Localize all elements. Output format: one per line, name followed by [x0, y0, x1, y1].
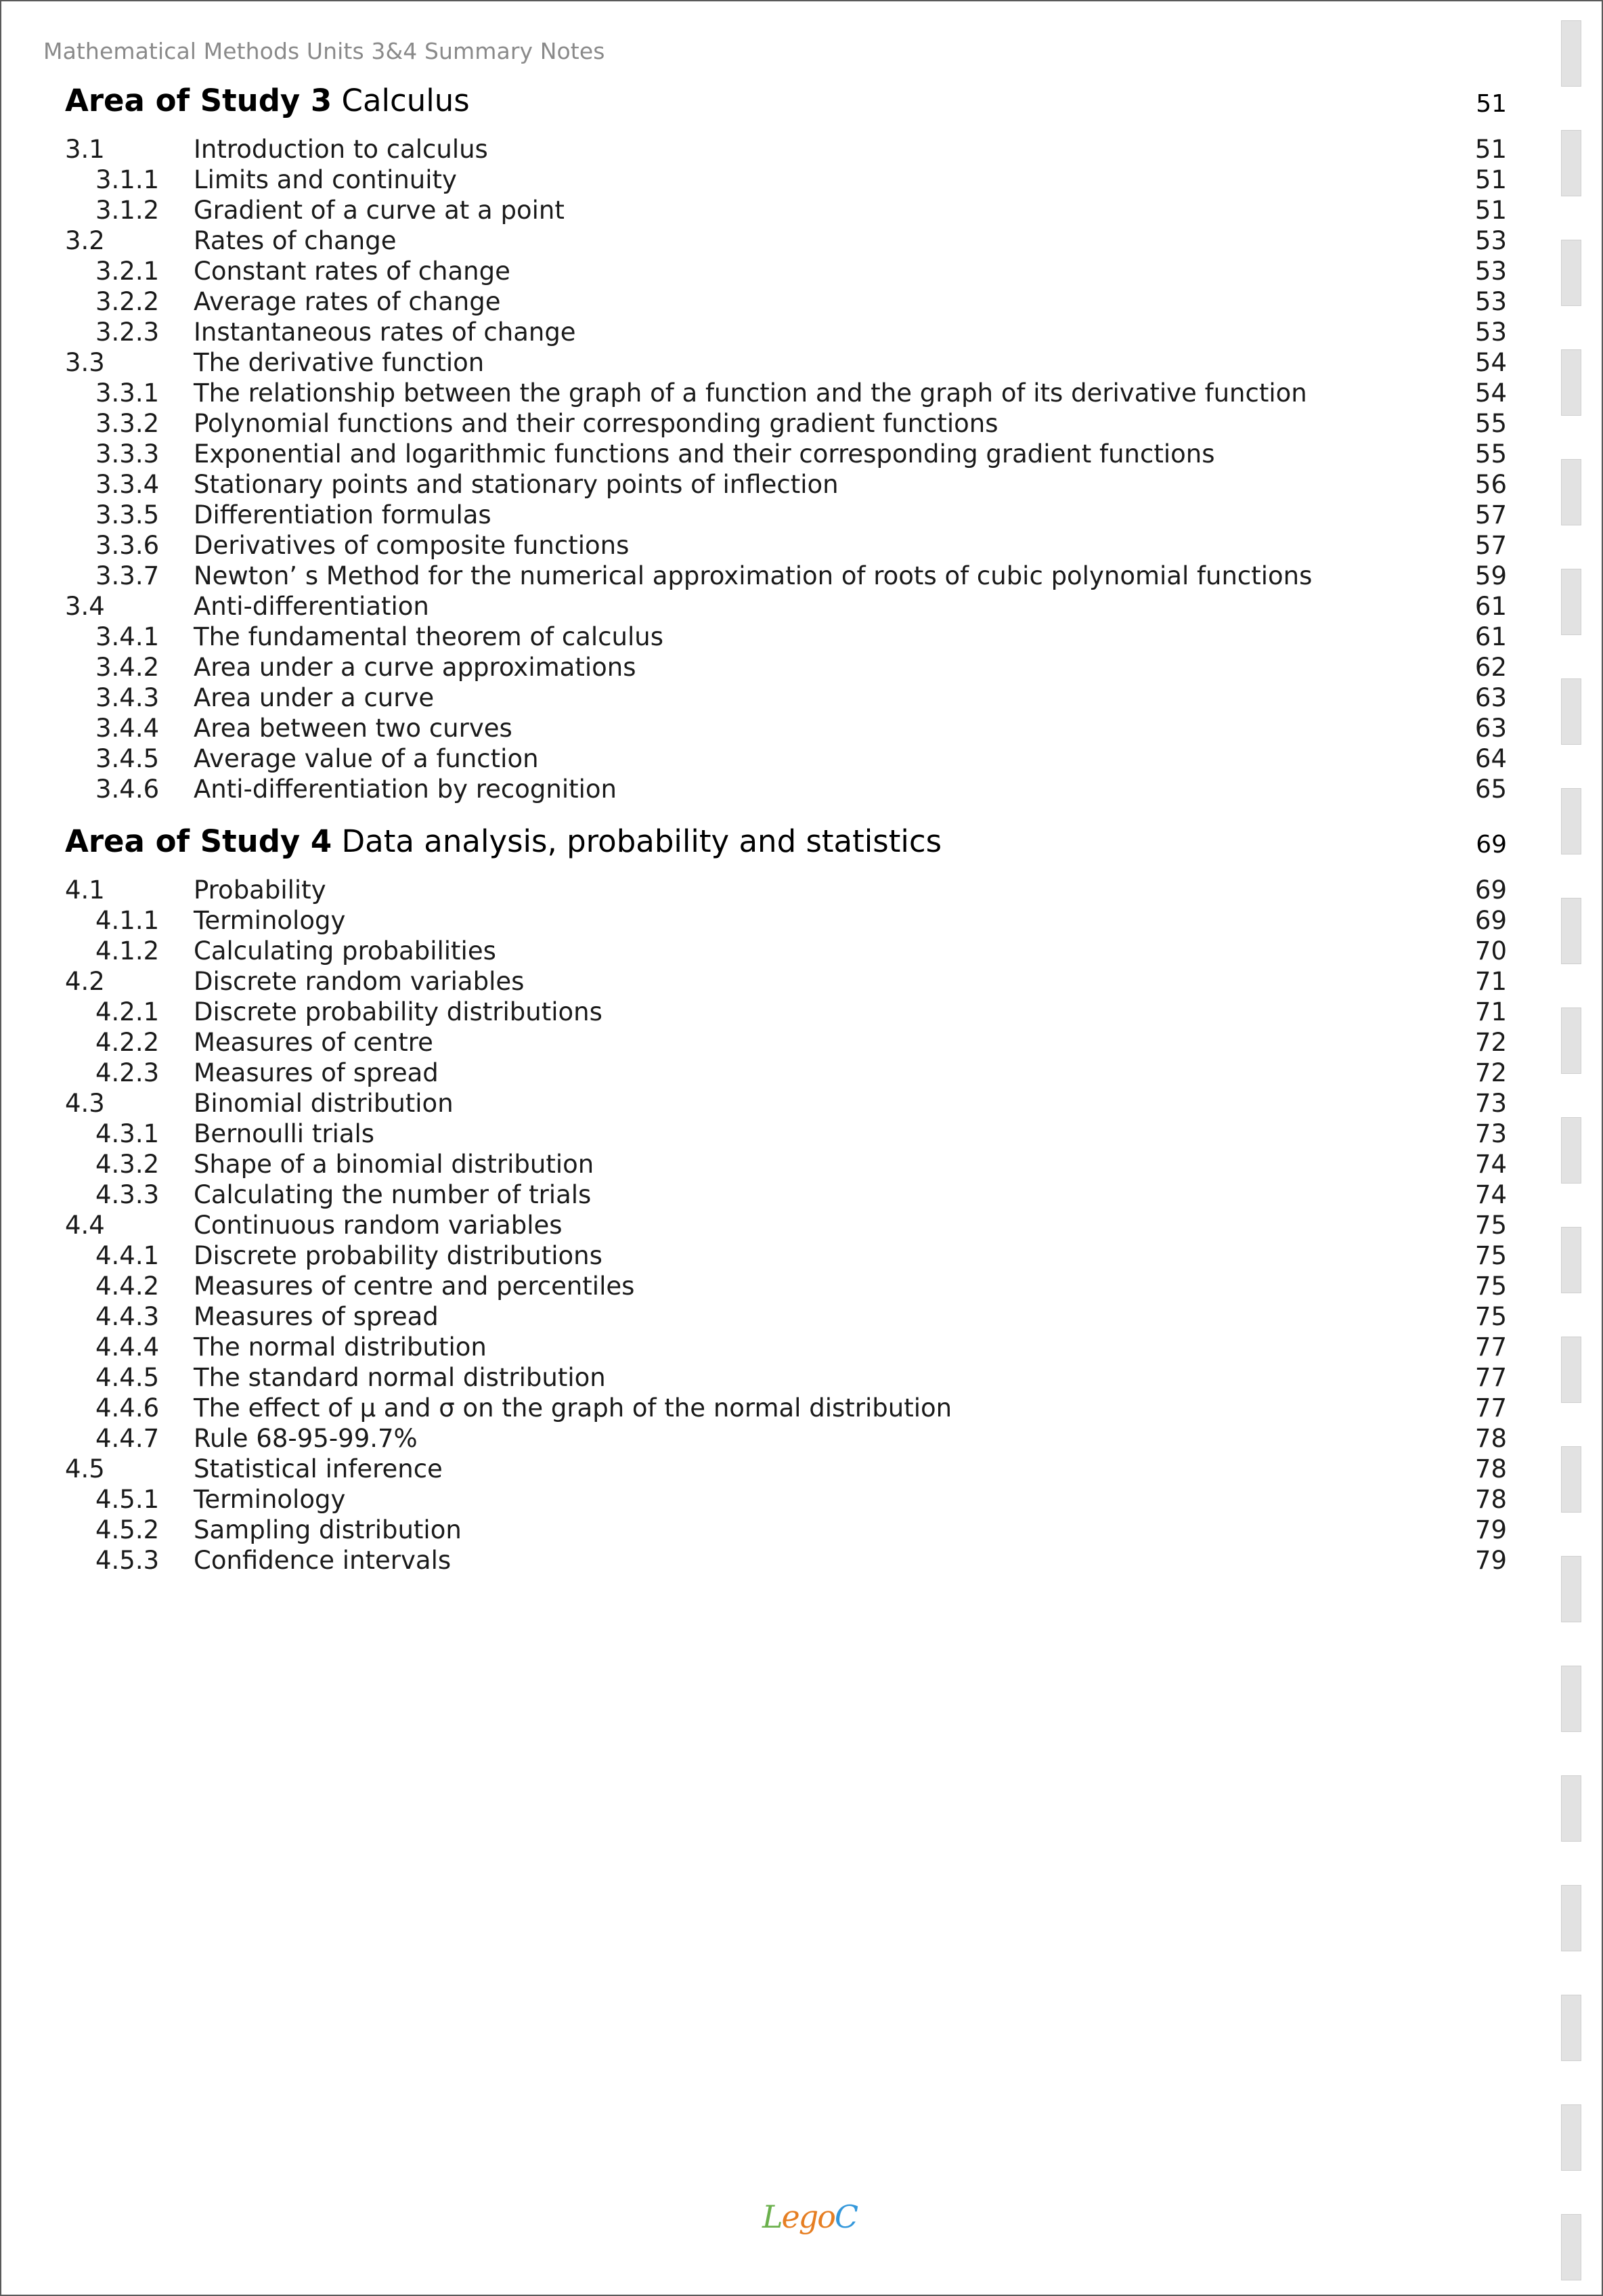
- section-heading[interactable]: [65, 822, 1507, 861]
- section-heading[interactable]: [65, 81, 1507, 121]
- toc-entry[interactable]: [65, 652, 1507, 683]
- toc-entry-title: The derivative function: [194, 348, 485, 377]
- toc-entry-title: Limits and continuity: [194, 165, 457, 194]
- toc-entry-number: 4.4.3: [95, 1302, 160, 1331]
- toc-entry-page: 71: [1474, 967, 1507, 996]
- toc-entry-page: 63: [1474, 714, 1507, 743]
- toc-entry-number: 3.4: [65, 592, 105, 621]
- toc-entry[interactable]: [65, 774, 1507, 804]
- toc-entry[interactable]: [65, 1179, 1507, 1210]
- toc-entry[interactable]: [65, 1362, 1507, 1393]
- toc-entry-number: 3.3: [65, 348, 105, 377]
- toc-entry-number: 4.4.1: [95, 1241, 160, 1270]
- toc-entry-title: The relationship between the graph of a function and the graph of its derivative function: [194, 378, 1307, 408]
- toc-entry-title: Terminology: [194, 1485, 346, 1514]
- toc-entry-title: Terminology: [194, 906, 346, 935]
- toc-entry-number: 4.3.3: [95, 1180, 160, 1209]
- toc-entry-title: Stationary points and stationary points of inflection: [194, 470, 839, 499]
- toc-entry-page: 74: [1474, 1180, 1507, 1209]
- toc-entry-title: Discrete probability distributions: [194, 1241, 602, 1270]
- toc-entry-page: 71: [1474, 997, 1507, 1026]
- toc-entry-number: 4.3: [65, 1089, 105, 1118]
- toc-entry-number: 3.4.5: [95, 744, 160, 773]
- toc-entry-title: Differentiation formulas: [194, 500, 491, 529]
- toc-entry-title: The standard normal distribution: [194, 1363, 606, 1392]
- side-tab[interactable]: [1561, 1337, 1581, 1403]
- toc-entry-title: Anti-differentiation by recognition: [194, 775, 617, 804]
- toc-entry-page: 53: [1474, 318, 1507, 347]
- side-tab[interactable]: [1561, 569, 1581, 635]
- toc-entry[interactable]: [65, 591, 1507, 622]
- section-heading-label: Area of Study 3: [65, 83, 332, 118]
- toc-entry-page: 79: [1474, 1515, 1507, 1544]
- toc-entry-page: 72: [1474, 1028, 1507, 1057]
- running-header: Mathematical Methods Units 3&4 Summary Notes: [43, 38, 605, 64]
- side-tab[interactable]: [1561, 1008, 1581, 1074]
- toc-entry-title: Instantaneous rates of change: [194, 318, 576, 347]
- toc-entry-page: 57: [1474, 500, 1507, 529]
- toc-entry-page: 75: [1474, 1302, 1507, 1331]
- toc-entry[interactable]: [65, 622, 1507, 652]
- toc-entry-title: Shape of a binomial distribution: [194, 1150, 594, 1179]
- toc-entry-page: 69: [1474, 875, 1507, 905]
- toc-entry-title: Bernoulli trials: [194, 1119, 375, 1148]
- toc-entry-title: The effect of μ and σ on the graph of the normal distribution: [194, 1393, 952, 1423]
- toc-entry-number: 4.4.2: [95, 1272, 160, 1301]
- toc-entry-page: 78: [1474, 1424, 1507, 1453]
- toc-entry-title: Newton’ s Method for the numerical approximation of roots of cubic polynomial functions: [194, 561, 1313, 590]
- section-page-number: 69: [1476, 831, 1507, 859]
- toc-entry-number: 4.5.2: [95, 1515, 160, 1544]
- toc-entry-page: 78: [1474, 1485, 1507, 1514]
- toc-entry[interactable]: [65, 347, 1507, 378]
- toc-entry[interactable]: [65, 225, 1507, 256]
- toc-entry-number: 3.2.1: [95, 257, 160, 286]
- toc-entry-title: The normal distribution: [194, 1333, 487, 1362]
- side-tab[interactable]: [1561, 459, 1581, 525]
- toc-entry-title: Area between two curves: [194, 714, 512, 743]
- toc-entry[interactable]: [65, 743, 1507, 774]
- toc-entry-title: Sampling distribution: [194, 1515, 462, 1544]
- toc-entry-page: 53: [1474, 226, 1507, 255]
- toc-entry-page: 77: [1474, 1333, 1507, 1362]
- toc-entry-title: Constant rates of change: [194, 257, 510, 286]
- toc-entry-number: 3.3.1: [95, 378, 160, 408]
- toc-entry-number: 3.3.6: [95, 531, 160, 560]
- toc-entry-page: 78: [1474, 1454, 1507, 1483]
- section-heading-title: Calculus: [332, 83, 470, 118]
- side-tab[interactable]: [1561, 898, 1581, 964]
- toc-entry-page: 75: [1474, 1272, 1507, 1301]
- toc-entry-title: Measures of centre: [194, 1028, 433, 1057]
- toc-entry-page: 53: [1474, 287, 1507, 316]
- side-tab[interactable]: [1561, 1117, 1581, 1184]
- toc-entry[interactable]: [65, 561, 1507, 591]
- toc-entry-page: 74: [1474, 1150, 1507, 1179]
- toc-entry-title: Discrete probability distributions: [194, 997, 602, 1026]
- toc-entry[interactable]: [65, 286, 1507, 317]
- toc-entry[interactable]: [65, 1240, 1507, 1271]
- toc-entry-page: 61: [1474, 592, 1507, 621]
- toc-entry-title: Exponential and logarithmic functions and their corresponding gradient functions: [194, 439, 1215, 469]
- toc-entry-number: 3.3.3: [95, 439, 160, 469]
- toc-entry[interactable]: [65, 195, 1507, 225]
- toc-entry[interactable]: [65, 1393, 1507, 1423]
- toc-entry-page: 72: [1474, 1058, 1507, 1087]
- legoc-logo: LegoC: [762, 2198, 858, 2235]
- toc-entry-page: 54: [1474, 378, 1507, 408]
- toc-entry-number: 3.3.7: [95, 561, 160, 590]
- toc-entry-title: Probability: [194, 875, 326, 905]
- toc-entry-number: 4.2.3: [95, 1058, 160, 1087]
- toc-entry-page: 53: [1474, 257, 1507, 286]
- toc-entry-page: 55: [1474, 409, 1507, 438]
- toc-entry-number: 3.4.2: [95, 653, 160, 682]
- table-of-contents: [65, 81, 1507, 1576]
- toc-entry-number: 3.3.2: [95, 409, 160, 438]
- toc-entry-page: 54: [1474, 348, 1507, 377]
- toc-entry[interactable]: [65, 713, 1507, 743]
- section-page-number: 51: [1476, 90, 1507, 118]
- toc-entry-title: Gradient of a curve at a point: [194, 196, 565, 225]
- toc-entry-page: 61: [1474, 622, 1507, 651]
- toc-entry-number: 4.3.2: [95, 1150, 160, 1179]
- side-tab[interactable]: [1561, 1885, 1581, 1951]
- side-tab[interactable]: [1561, 1995, 1581, 2061]
- toc-entry-number: 4.1.1: [95, 906, 160, 935]
- toc-entry-page: 56: [1474, 470, 1507, 499]
- toc-entry-number: 3.2.2: [95, 287, 160, 316]
- toc-entry-title: Average rates of change: [194, 287, 501, 316]
- toc-entry-title: Rule 68-95-99.7%: [194, 1424, 418, 1453]
- toc-entry[interactable]: [65, 317, 1507, 347]
- toc-entry-title: Continuous random variables: [194, 1211, 563, 1240]
- toc-entry-number: 4.4: [65, 1211, 105, 1240]
- toc-entry-number: 4.4.4: [95, 1333, 160, 1362]
- toc-entry[interactable]: [65, 1332, 1507, 1362]
- toc-entry[interactable]: [65, 256, 1507, 286]
- toc-entry-number: 3.4.3: [95, 683, 160, 712]
- toc-entry-number: 4.2: [65, 967, 105, 996]
- toc-entry-number: 4.4.6: [95, 1393, 160, 1423]
- toc-entry-page: 55: [1474, 439, 1507, 469]
- toc-entry[interactable]: [65, 530, 1507, 561]
- toc-entry-page: 79: [1474, 1546, 1507, 1575]
- side-tab[interactable]: [1561, 1446, 1581, 1513]
- toc-entry-number: 3.1.2: [95, 196, 160, 225]
- toc-entry[interactable]: [65, 500, 1507, 530]
- toc-entry[interactable]: [65, 936, 1507, 966]
- side-tab[interactable]: [1561, 788, 1581, 854]
- toc-entry-page: 65: [1474, 775, 1507, 804]
- toc-entry-title: Introduction to calculus: [194, 135, 488, 164]
- toc-entry[interactable]: [65, 1088, 1507, 1119]
- toc-entry[interactable]: [65, 165, 1507, 195]
- toc-entry-number: 4.5.1: [95, 1485, 160, 1514]
- toc-entry-number: 3.2: [65, 226, 105, 255]
- toc-entry-page: 51: [1474, 196, 1507, 225]
- side-tab[interactable]: [1561, 240, 1581, 306]
- toc-entry-page: 70: [1474, 936, 1507, 966]
- toc-entry[interactable]: [65, 966, 1507, 997]
- toc-entry-number: 3.3.5: [95, 500, 160, 529]
- toc-entry-title: Calculating the number of trials: [194, 1180, 592, 1209]
- toc-entry-page: 73: [1474, 1089, 1507, 1118]
- toc-entry-page: 77: [1474, 1363, 1507, 1392]
- side-tab[interactable]: [1561, 349, 1581, 416]
- toc-entry[interactable]: [65, 905, 1507, 936]
- toc-entry-title: Area under a curve: [194, 683, 435, 712]
- toc-entry[interactable]: [65, 1058, 1507, 1088]
- toc-entry[interactable]: [65, 1423, 1507, 1454]
- side-tab[interactable]: [1561, 678, 1581, 745]
- toc-entry-page: 57: [1474, 531, 1507, 560]
- toc-entry-number: 3.4.6: [95, 775, 160, 804]
- toc-entry-page: 51: [1474, 135, 1507, 164]
- toc-entry[interactable]: [65, 997, 1507, 1027]
- side-tab[interactable]: [1561, 1227, 1581, 1293]
- toc-entry-page: 59: [1474, 561, 1507, 590]
- toc-entry-number: 4.5.3: [95, 1546, 160, 1575]
- toc-entry[interactable]: [65, 134, 1507, 165]
- side-tab[interactable]: [1561, 1775, 1581, 1842]
- toc-entry[interactable]: [65, 1149, 1507, 1179]
- toc-entry-number: 4.5: [65, 1454, 105, 1483]
- section-heading-title: Data analysis, probability and statistics: [332, 823, 942, 859]
- toc-entry-number: 4.1.2: [95, 936, 160, 966]
- side-tab[interactable]: [1561, 130, 1581, 196]
- toc-entry-title: Calculating probabilities: [194, 936, 496, 966]
- toc-entry-page: 73: [1474, 1119, 1507, 1148]
- toc-entry[interactable]: [65, 1210, 1507, 1240]
- toc-entry-title: Measures of spread: [194, 1302, 439, 1331]
- toc-entry-page: 64: [1474, 744, 1507, 773]
- side-tab[interactable]: [1561, 2104, 1581, 2171]
- toc-entry[interactable]: [65, 1027, 1507, 1058]
- toc-entry[interactable]: [65, 1545, 1507, 1576]
- toc-entry-page: 75: [1474, 1211, 1507, 1240]
- toc-entry-page: 77: [1474, 1393, 1507, 1423]
- toc-entry-title: Rates of change: [194, 226, 397, 255]
- toc-entry-title: Polynomial functions and their corresponding gradient functions: [194, 409, 998, 438]
- toc-entry[interactable]: [65, 1271, 1507, 1301]
- side-tab[interactable]: [1561, 2214, 1581, 2280]
- toc-entry[interactable]: [65, 1454, 1507, 1484]
- toc-entry-number: 4.1: [65, 875, 105, 905]
- toc-entry-number: 3.4.1: [95, 622, 160, 651]
- toc-entry[interactable]: [65, 469, 1507, 500]
- toc-entry-title: Derivatives of composite functions: [194, 531, 630, 560]
- toc-entry[interactable]: [65, 408, 1507, 439]
- side-tab-strip: [1561, 20, 1581, 2296]
- toc-entry[interactable]: [65, 683, 1507, 713]
- toc-entry-number: 3.3.4: [95, 470, 160, 499]
- toc-entry-title: The fundamental theorem of calculus: [194, 622, 663, 651]
- toc-entry-number: 3.2.3: [95, 318, 160, 347]
- toc-entry-title: Average value of a function: [194, 744, 539, 773]
- toc-entry[interactable]: [65, 378, 1507, 408]
- toc-entry-title: Discrete random variables: [194, 967, 525, 996]
- toc-entry-title: Measures of centre and percentiles: [194, 1272, 635, 1301]
- toc-entry-title: Anti-differentiation: [194, 592, 429, 621]
- toc-entry[interactable]: [65, 1484, 1507, 1515]
- toc-entry-number: 4.2.2: [95, 1028, 160, 1057]
- toc-entry-title: Confidence intervals: [194, 1546, 452, 1575]
- section-heading-label: Area of Study 4: [65, 823, 332, 859]
- side-tab[interactable]: [1561, 1556, 1581, 1622]
- toc-entry-number: 3.1: [65, 135, 105, 164]
- toc-entry-number: 4.4.5: [95, 1363, 160, 1392]
- side-tab[interactable]: [1561, 1666, 1581, 1732]
- toc-entry-page: 62: [1474, 653, 1507, 682]
- toc-entry[interactable]: [65, 875, 1507, 905]
- toc-entry-page: 75: [1474, 1241, 1507, 1270]
- toc-entry-number: 3.4.4: [95, 714, 160, 743]
- toc-entry[interactable]: [65, 1515, 1507, 1545]
- toc-entry-title: Binomial distribution: [194, 1089, 454, 1118]
- toc-entry[interactable]: [65, 1301, 1507, 1332]
- toc-entry-page: 51: [1474, 165, 1507, 194]
- toc-entry-page: 63: [1474, 683, 1507, 712]
- toc-entry-number: 4.4.7: [95, 1424, 160, 1453]
- toc-entry[interactable]: [65, 1119, 1507, 1149]
- toc-entry-page: 69: [1474, 906, 1507, 935]
- toc-entry-number: 4.2.1: [95, 997, 160, 1026]
- side-tab[interactable]: [1561, 20, 1581, 87]
- toc-entry-title: Measures of spread: [194, 1058, 439, 1087]
- toc-entry-title: Area under a curve approximations: [194, 653, 636, 682]
- toc-entry-number: 4.3.1: [95, 1119, 160, 1148]
- toc-entry[interactable]: [65, 439, 1507, 469]
- toc-entry-number: 3.1.1: [95, 165, 160, 194]
- toc-entry-title: Statistical inference: [194, 1454, 443, 1483]
